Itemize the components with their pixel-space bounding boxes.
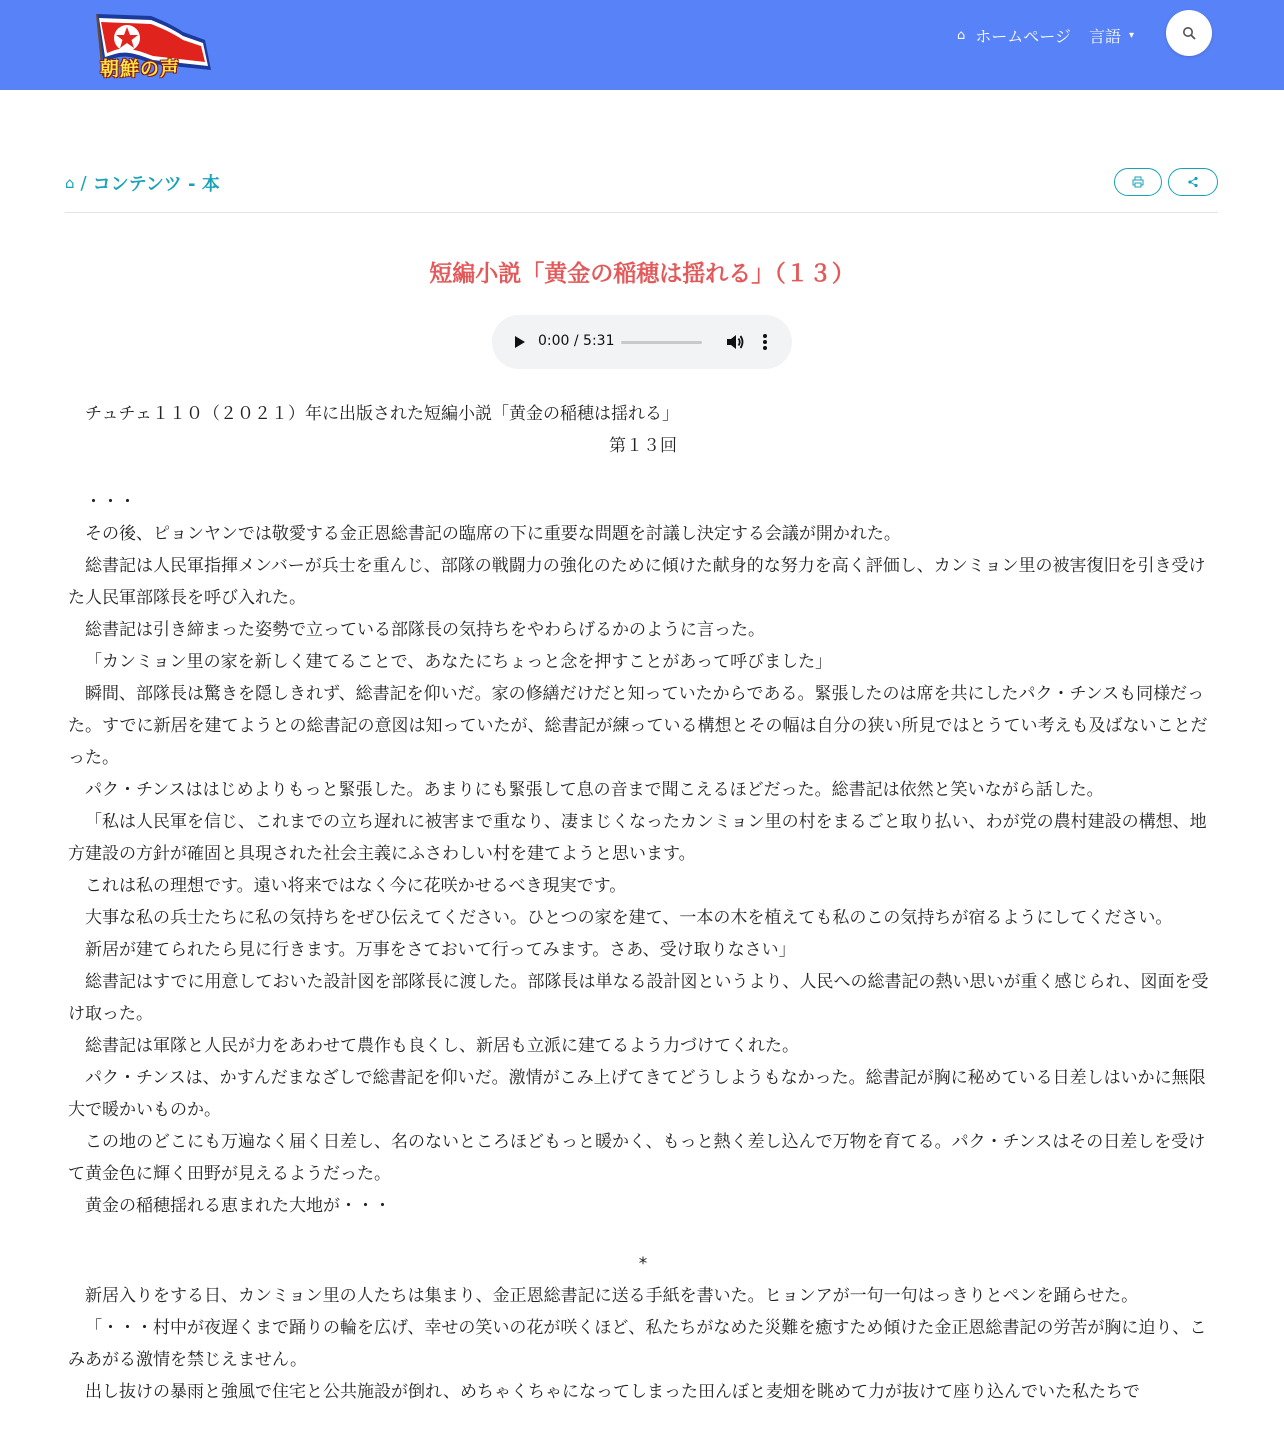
section-divider: * xyxy=(638,1254,648,1274)
more-options-icon[interactable] xyxy=(763,334,767,350)
header-divider xyxy=(65,212,1218,213)
paragraph: 「カンミョン里の家を新しく建てることで、あなたにちょっと念を押すことがあって呼びました」 xyxy=(85,652,833,672)
audio-progress-track[interactable] xyxy=(621,341,702,344)
paragraph: 「私は人民軍を信じ、これまでの立ち遅れに被害まで重なり、凄まじくなったカンミョン里の村をまるごと取り払い、わが党の農村建設の構想、地方建設の方針が確固と具現された社会主義にふさわしい村を建てようと思います。 xyxy=(68,812,1207,864)
print-button[interactable] xyxy=(1114,168,1162,196)
search-button[interactable] xyxy=(1166,10,1212,56)
chevron-down-icon[interactable]: ▾ xyxy=(1128,29,1134,41)
breadcrumb-current[interactable]: コンテンツ - 本 xyxy=(92,174,220,195)
logo-text[interactable]: 朝鮮の声 xyxy=(100,58,181,80)
article-body xyxy=(68,398,1218,1408)
paragraph: 総書記は人民軍指揮メンバーが兵士を重んじ、部隊の戦闘力の強化のために傾けた献身的な努力を高く評価し、カンミョン里の被害復旧を引き受けた人民軍部隊長を呼び入れた。 xyxy=(68,556,1206,608)
home-icon[interactable]: ⌂ xyxy=(65,174,75,192)
paragraph: パク・チンスははじめよりもっと緊張した。あまりにも緊張して息の音まで聞こえるほどだった。総書記は依然と笑いながら話した。 xyxy=(85,780,1104,800)
volume-icon[interactable] xyxy=(725,332,745,352)
paragraph: 総書記は軍隊と人民が力をあわせて農作も良くし、新居も立派に建てるよう力づけてくれた。 xyxy=(85,1036,799,1056)
spacer xyxy=(68,1222,1218,1248)
home-icon[interactable]: ⌂ xyxy=(957,27,966,43)
share-icon xyxy=(1187,176,1199,188)
nav-language-menu[interactable]: 言語 xyxy=(1088,26,1121,46)
paragraph: 黄金の稲穂揺れる恵まれた大地が・・・ xyxy=(85,1196,391,1216)
print-icon xyxy=(1132,176,1144,188)
share-button[interactable] xyxy=(1168,168,1218,196)
paragraph: 総書記は引き締まった姿勢で立っている部隊長の気持ちをやわらげるかのように言った。 xyxy=(85,620,765,640)
article-intro: チュチェ１１０（２０２１）年に出版された短編小説「黄金の稲穂は揺れる」 xyxy=(85,404,679,424)
top-navbar xyxy=(0,0,1284,90)
main-nav xyxy=(957,24,1134,46)
paragraph: 新居入りをする日、カンミョン里の人たちは集まり、金正恩総書記に送る手紙を書いた。ヒョンアが一句一句はっきりとペンを踊らせた。 xyxy=(85,1286,1139,1306)
paragraph: 総書記はすでに用意しておいた設計図を部隊長に渡した。部隊長は単なる設計図というより、人民への総書記の熱い思いが重く感じられ、図面を受け取った。 xyxy=(68,972,1209,1024)
breadcrumb-separator: / xyxy=(80,172,87,194)
paragraph: ・・・ xyxy=(85,492,136,512)
paragraph: 大事な私の兵士たちに私の気持ちをぜひ伝えてください。ひとつの家を建て、一本の木を植えても私のこの気持ちが宿るようにしてください。 xyxy=(85,908,1173,928)
episode-label: 第１３回 xyxy=(609,436,677,456)
paragraph: 出し抜けの暴雨と強風で住宅と公共施設が倒れ、めちゃくちゃになってしまった田んぼと麦畑を眺めて力が抜けて座り込んでいた私たちで xyxy=(85,1382,1140,1402)
paragraph: 「・・・村中が夜遅くまで踊りの輪を広げ、幸せの笑いの花が咲くほど、私たちがなめた災難を癒すため傾けた金正恩総書記の労苦が胸に迫り、こみあがる激情を禁じえません。 xyxy=(68,1318,1207,1370)
paragraph: 新居が建てられたら見に行きます。万事をさておいて行ってみます。さあ、受け取りなさい」 xyxy=(85,940,796,960)
paragraph: その後、ピョンヤンでは敬愛する金正恩総書記の臨席の下に重要な問題を討議し決定する会議が開かれた。 xyxy=(85,524,901,544)
paragraph: これは私の理想です。遠い将来ではなく今に花咲かせるべき現実です。 xyxy=(85,876,627,896)
paragraph: 瞬間、部隊長は驚きを隠しきれず、総書記を仰いだ。家の修繕だけだと知っていたからである。緊張したのは席を共にしたパク・チンスも同様だった。すでに新居を建てようとの総書記の意図は知っていたが、総書記が練っている構想とその幅は自分の狭い所見ではとうてい考えも及ばないことだった。 xyxy=(68,684,1208,768)
paragraph: この地のどこにも万遍なく届く日差し、名のないところほどもっと暖かく、もっと熱く差し込んで万物を育てる。パク・チンスはその日差しを受けて黄金色に輝く田野が見えるようだった。 xyxy=(68,1132,1206,1184)
spacer xyxy=(68,462,1218,486)
nav-home-link[interactable]: ホームページ xyxy=(975,26,1071,46)
breadcrumb xyxy=(65,170,220,196)
paragraph: パク・チンスは、かすんだまなざしで総書記を仰いだ。激情がこみ上げてきてどうしようもなかった。総書記が胸に秘めている日差しはいかに無限大で暖かいものか。 xyxy=(68,1068,1206,1120)
audio-time: 0:00 / 5:31 xyxy=(538,333,615,349)
audio-player[interactable] xyxy=(492,315,792,369)
article-title: 短編小説「黄金の稲穂は揺れる」（１３） xyxy=(429,261,855,287)
search-icon xyxy=(1182,26,1196,40)
play-icon[interactable] xyxy=(515,336,525,348)
